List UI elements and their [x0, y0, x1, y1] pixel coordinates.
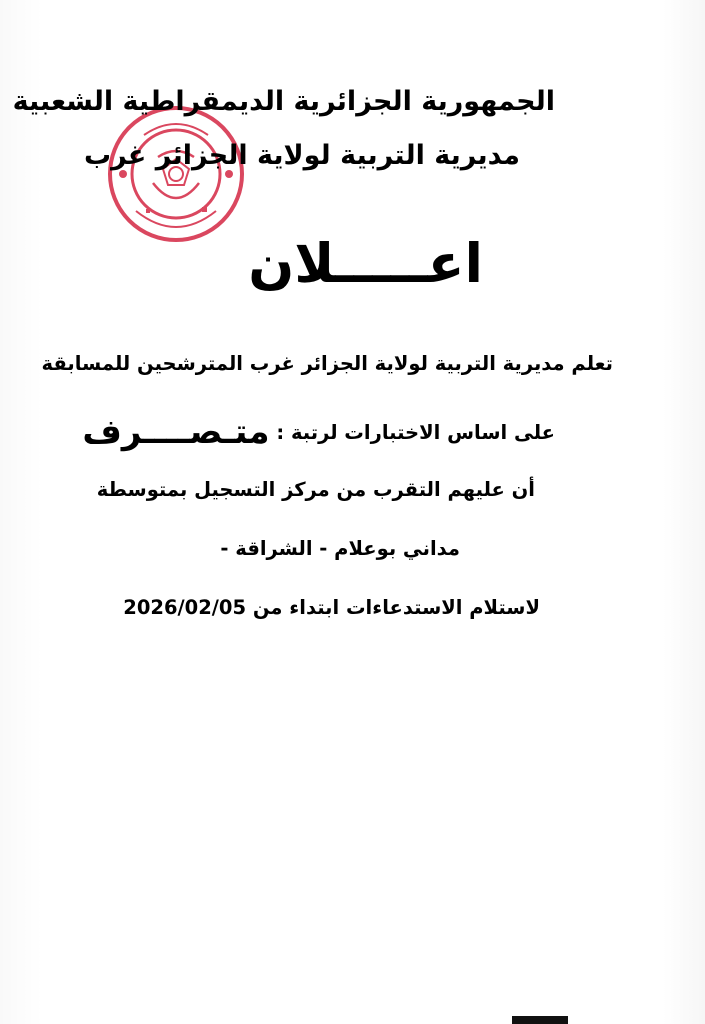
- announcement-line-2-prefix: على اساس الاختبارات لرتبة :: [276, 421, 555, 444]
- official-seal-icon: [102, 95, 250, 253]
- announcement-line-3: أن عليهم التقرب من مركز التسجيل بمتوسطة: [96, 478, 535, 501]
- announcement-line-5-prefix: لاستلام الاستدعاءات ابتداء من: [252, 596, 540, 619]
- start-date: 2026/02/05: [123, 596, 247, 619]
- header-republic-name: الجمهورية الجزائرية الديمقراطية الشعبية: [12, 86, 555, 117]
- announcement-line-1: تعلم مديرية التربية لولاية الجزائر غرب المترشحين للمسابقة: [41, 352, 613, 375]
- header-directorate-name: مديرية التربية لولاية الجزائر غرب: [84, 140, 520, 171]
- announcement-line-4: مداني بوعلام - الشراقة -: [220, 537, 460, 560]
- page-edge-mark: [512, 1016, 568, 1024]
- announcement-title: اعـــــلان: [248, 232, 483, 295]
- announcement-line-2: [82, 412, 555, 452]
- announcement-line-5: [123, 596, 540, 619]
- rank-name: متـصــــرف: [82, 412, 270, 452]
